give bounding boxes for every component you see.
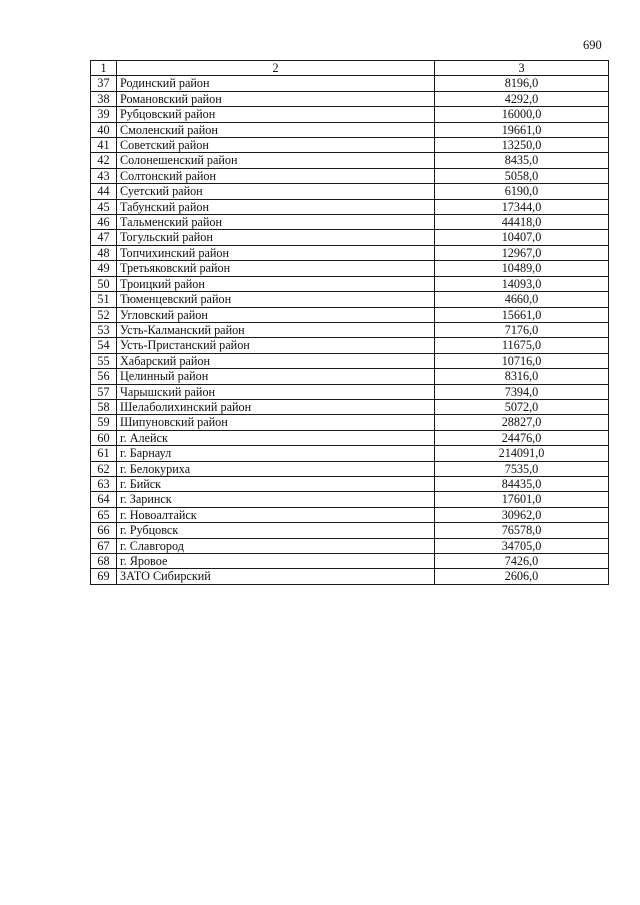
row-value-cell: 8316,0 — [435, 369, 609, 384]
table-row — [91, 430, 609, 445]
row-number-cell: 44 — [91, 184, 117, 199]
column-header-value: 3 — [435, 61, 609, 76]
row-number-cell: 53 — [91, 322, 117, 337]
table-row — [91, 369, 609, 384]
row-name-cell: Усть-Пристанский район — [117, 338, 435, 353]
row-name-cell: г. Рубцовск — [117, 523, 435, 538]
data-table — [90, 60, 609, 585]
row-value-cell: 10489,0 — [435, 261, 609, 276]
row-number-cell: 40 — [91, 122, 117, 137]
row-value-cell: 5058,0 — [435, 168, 609, 183]
row-value-cell: 34705,0 — [435, 538, 609, 553]
row-number-cell: 56 — [91, 369, 117, 384]
row-number-cell: 60 — [91, 430, 117, 445]
table-row — [91, 199, 609, 214]
row-number-cell: 42 — [91, 153, 117, 168]
table-row — [91, 461, 609, 476]
row-number-cell: 61 — [91, 446, 117, 461]
row-value-cell: 17344,0 — [435, 199, 609, 214]
table-row — [91, 538, 609, 553]
column-header-name: 2 — [117, 61, 435, 76]
row-number-cell: 49 — [91, 261, 117, 276]
row-value-cell: 2606,0 — [435, 569, 609, 584]
row-number-cell: 69 — [91, 569, 117, 584]
table-row — [91, 307, 609, 322]
row-name-cell: Троицкий район — [117, 276, 435, 291]
table-row — [91, 184, 609, 199]
row-name-cell: Советский район — [117, 138, 435, 153]
table-row — [91, 322, 609, 337]
table-header-row — [91, 61, 609, 76]
row-number-cell: 46 — [91, 215, 117, 230]
table-row — [91, 76, 609, 91]
row-name-cell: Усть-Калманский район — [117, 322, 435, 337]
row-number-cell: 47 — [91, 230, 117, 245]
row-number-cell: 41 — [91, 138, 117, 153]
row-value-cell: 15661,0 — [435, 307, 609, 322]
row-name-cell: г. Белокуриха — [117, 461, 435, 476]
row-number-cell: 64 — [91, 492, 117, 507]
table-row — [91, 569, 609, 584]
row-number-cell: 67 — [91, 538, 117, 553]
table-row — [91, 384, 609, 399]
row-name-cell: Топчихинский район — [117, 245, 435, 260]
row-name-cell: Шипуновский район — [117, 415, 435, 430]
row-number-cell: 66 — [91, 523, 117, 538]
row-value-cell: 76578,0 — [435, 523, 609, 538]
table-row — [91, 107, 609, 122]
row-value-cell: 19661,0 — [435, 122, 609, 137]
table-row — [91, 415, 609, 430]
row-name-cell: Романовский район — [117, 91, 435, 106]
table-row — [91, 338, 609, 353]
row-number-cell: 58 — [91, 399, 117, 414]
row-number-cell: 52 — [91, 307, 117, 322]
page-number: 690 — [583, 38, 602, 52]
row-name-cell: г. Бийск — [117, 476, 435, 491]
table-row — [91, 399, 609, 414]
row-name-cell: Табунский район — [117, 199, 435, 214]
table-row — [91, 292, 609, 307]
row-value-cell: 8435,0 — [435, 153, 609, 168]
table-row — [91, 215, 609, 230]
row-name-cell: Тюменцевский район — [117, 292, 435, 307]
row-number-cell: 39 — [91, 107, 117, 122]
row-value-cell: 17601,0 — [435, 492, 609, 507]
row-name-cell: г. Заринск — [117, 492, 435, 507]
row-name-cell: Угловский район — [117, 307, 435, 322]
row-number-cell: 55 — [91, 353, 117, 368]
row-name-cell: Смоленский район — [117, 122, 435, 137]
row-number-cell: 63 — [91, 476, 117, 491]
row-number-cell: 57 — [91, 384, 117, 399]
row-value-cell: 24476,0 — [435, 430, 609, 445]
row-name-cell: г. Славгород — [117, 538, 435, 553]
row-value-cell: 10407,0 — [435, 230, 609, 245]
table-row — [91, 153, 609, 168]
row-value-cell: 6190,0 — [435, 184, 609, 199]
row-number-cell: 45 — [91, 199, 117, 214]
row-number-cell: 43 — [91, 168, 117, 183]
column-header-number: 1 — [91, 61, 117, 76]
row-name-cell: Целинный район — [117, 369, 435, 384]
row-name-cell: Шелаболихинский район — [117, 399, 435, 414]
row-number-cell: 37 — [91, 76, 117, 91]
row-name-cell: Тальменский район — [117, 215, 435, 230]
table-row — [91, 245, 609, 260]
row-value-cell: 10716,0 — [435, 353, 609, 368]
table-row — [91, 276, 609, 291]
row-value-cell: 14093,0 — [435, 276, 609, 291]
table-row — [91, 476, 609, 491]
row-number-cell: 48 — [91, 245, 117, 260]
row-name-cell: Солтонский район — [117, 168, 435, 183]
table-body — [91, 76, 609, 584]
table-header — [91, 61, 609, 76]
row-name-cell: г. Яровое — [117, 554, 435, 569]
row-number-cell: 62 — [91, 461, 117, 476]
table-row — [91, 91, 609, 106]
row-number-cell: 65 — [91, 507, 117, 522]
row-name-cell: Хабарский район — [117, 353, 435, 368]
row-value-cell: 214091,0 — [435, 446, 609, 461]
row-number-cell: 54 — [91, 338, 117, 353]
row-value-cell: 44418,0 — [435, 215, 609, 230]
row-name-cell: г. Новоалтайск — [117, 507, 435, 522]
row-name-cell: Солонешенский район — [117, 153, 435, 168]
row-value-cell: 13250,0 — [435, 138, 609, 153]
row-name-cell: Тогульский район — [117, 230, 435, 245]
row-name-cell: Третьяковский район — [117, 261, 435, 276]
table-row — [91, 492, 609, 507]
table-row — [91, 168, 609, 183]
row-value-cell: 7535,0 — [435, 461, 609, 476]
table-row — [91, 507, 609, 522]
row-value-cell: 5072,0 — [435, 399, 609, 414]
row-value-cell: 84435,0 — [435, 476, 609, 491]
table-row — [91, 261, 609, 276]
row-name-cell: Рубцовский район — [117, 107, 435, 122]
row-value-cell: 16000,0 — [435, 107, 609, 122]
row-name-cell: Чарышский район — [117, 384, 435, 399]
row-name-cell: г. Алейск — [117, 430, 435, 445]
row-value-cell: 11675,0 — [435, 338, 609, 353]
row-name-cell: г. Барнаул — [117, 446, 435, 461]
table-row — [91, 138, 609, 153]
row-value-cell: 4292,0 — [435, 91, 609, 106]
table-row — [91, 446, 609, 461]
row-number-cell: 68 — [91, 554, 117, 569]
row-number-cell: 50 — [91, 276, 117, 291]
row-name-cell: Родинский район — [117, 76, 435, 91]
row-value-cell: 30962,0 — [435, 507, 609, 522]
row-value-cell: 4660,0 — [435, 292, 609, 307]
row-number-cell: 59 — [91, 415, 117, 430]
row-value-cell: 7426,0 — [435, 554, 609, 569]
row-value-cell: 28827,0 — [435, 415, 609, 430]
row-number-cell: 38 — [91, 91, 117, 106]
table-row — [91, 230, 609, 245]
table-row — [91, 353, 609, 368]
row-value-cell: 7394,0 — [435, 384, 609, 399]
table-row — [91, 554, 609, 569]
row-name-cell: ЗАТО Сибирский — [117, 569, 435, 584]
row-value-cell: 12967,0 — [435, 245, 609, 260]
table-row — [91, 523, 609, 538]
row-number-cell: 51 — [91, 292, 117, 307]
row-value-cell: 8196,0 — [435, 76, 609, 91]
row-name-cell: Суетский район — [117, 184, 435, 199]
table-row — [91, 122, 609, 137]
row-value-cell: 7176,0 — [435, 322, 609, 337]
